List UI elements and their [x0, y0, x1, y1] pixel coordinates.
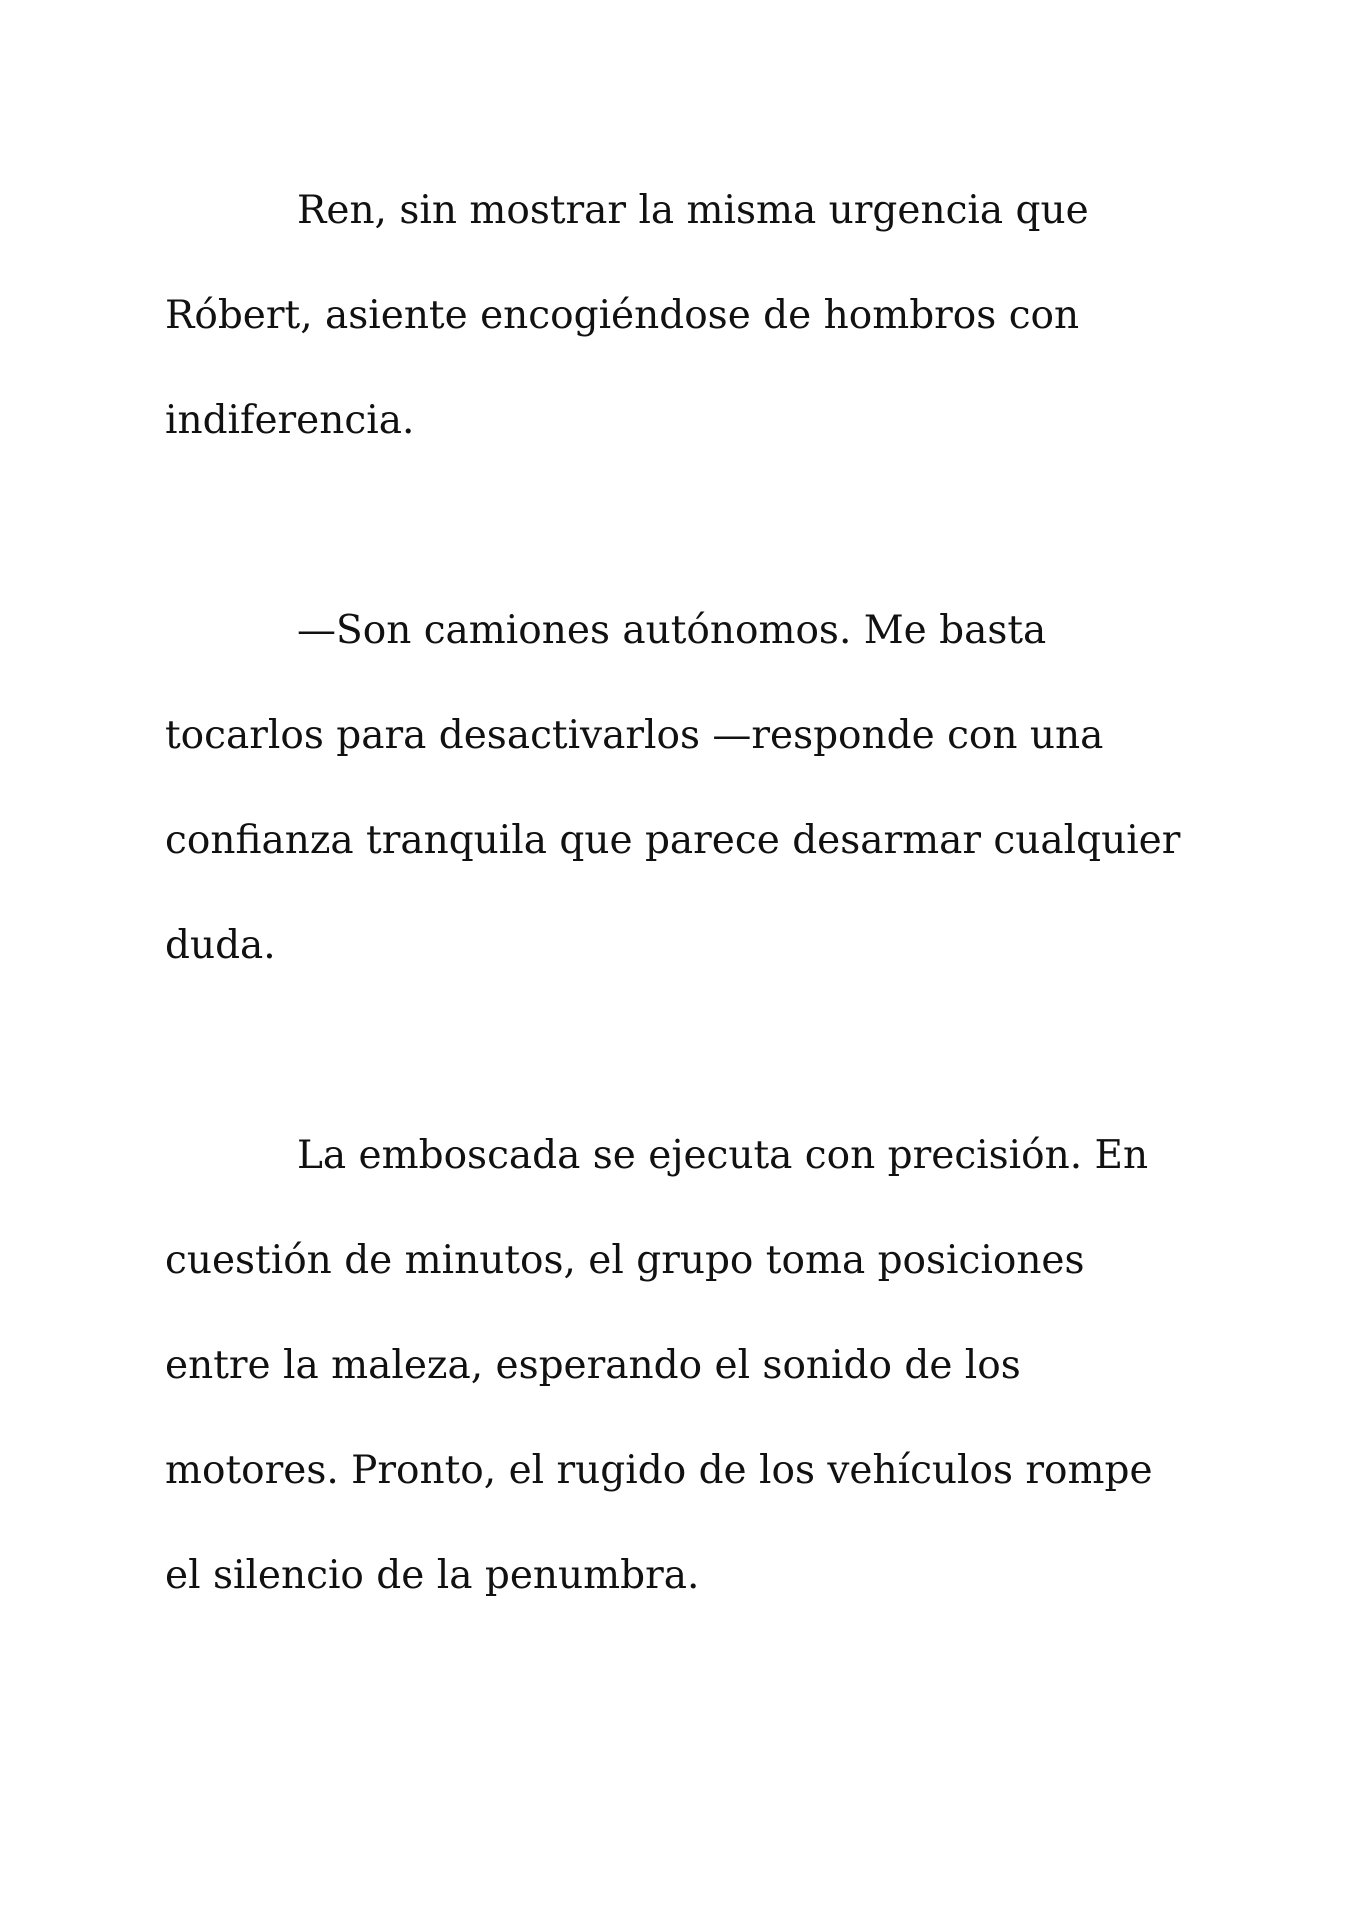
- paragraph-2: [165, 578, 1195, 998]
- paragraph-line: Ren, sin mostrar la misma urgencia que: [297, 188, 1089, 233]
- paragraph-line: tocarlos para desactivarlos —responde con una: [165, 713, 1104, 758]
- paragraph-line: indiferencia.: [165, 398, 415, 443]
- paragraph-line: confianza tranquila que parece desarmar cualquier: [165, 818, 1181, 863]
- paragraph-line: entre la maleza, esperando el sonido de los: [165, 1343, 1021, 1388]
- paragraph-line: cuestión de minutos, el grupo toma posiciones: [165, 1238, 1085, 1283]
- paragraph-3: [165, 1103, 1195, 1628]
- paragraph-1: [165, 158, 1195, 473]
- paragraph-line: Róbert, asiente encogiéndose de hombros con: [165, 293, 1080, 338]
- paragraph-line: duda.: [165, 923, 276, 968]
- paragraph-line: el silencio de la penumbra.: [165, 1553, 700, 1598]
- paragraph-line: La emboscada se ejecuta con precisión. En: [297, 1133, 1149, 1178]
- paragraph-line: —Son camiones autónomos. Me basta: [297, 608, 1047, 653]
- paragraph-line: motores. Pronto, el rugido de los vehículos rompe: [165, 1448, 1153, 1493]
- body-text: [165, 158, 1195, 1733]
